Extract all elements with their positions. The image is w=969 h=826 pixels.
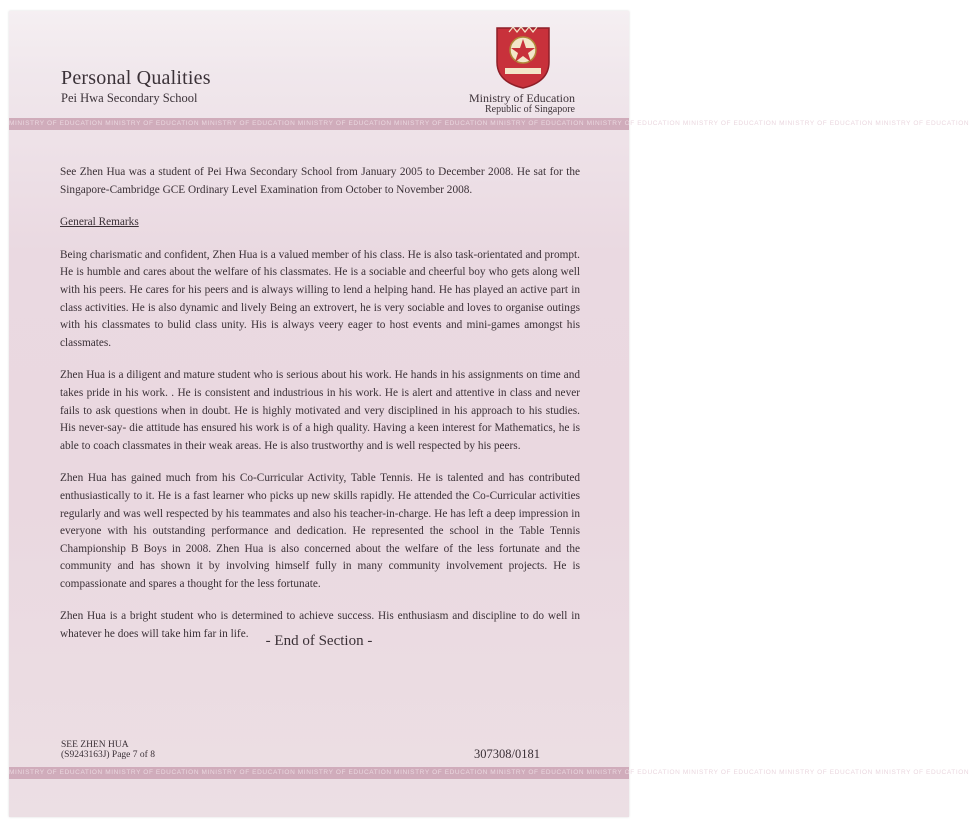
ministry-name: Ministry of Education: [469, 91, 575, 105]
ministry-crest-icon: [493, 24, 553, 90]
remarks-paragraph-4: Zhen Hua is a bright student who is determined to achieve success. His enthusiasm and discipline to do well in whatever he does will take him far in life.: [60, 610, 580, 641]
republic-name: Republic of Singapore: [485, 104, 575, 115]
footer-student: [61, 740, 155, 760]
student-name: SEE ZHEN HUA: [61, 740, 129, 750]
security-band-bottom: MINISTRY OF EDUCATION MINISTRY OF EDUCATION MINISTRY OF EDUCATION MINISTRY OF EDUCATION MINISTRY OF EDUCATION MINISTRY OF EDUCATION MINISTRY OF EDUCATION MINISTRY OF EDUCATION MINISTRY OF EDUCATION MINISTRY OF EDUCATION: [9, 767, 629, 779]
end-of-section: - End of Section -: [265, 633, 373, 649]
school-name: Pei Hwa Secondary School: [61, 91, 198, 105]
document-code: 307308/0181: [474, 747, 540, 761]
student-id-page: (S9243163J) Page 7 of 8: [61, 750, 155, 760]
certificate-page: [9, 11, 969, 817]
section-heading: General Remarks: [60, 216, 139, 229]
security-band-top: MINISTRY OF EDUCATION MINISTRY OF EDUCATION MINISTRY OF EDUCATION MINISTRY OF EDUCATION MINISTRY OF EDUCATION MINISTRY OF EDUCATION MINISTRY OF EDUCATION MINISTRY OF EDUCATION MINISTRY OF EDUCATION MINISTRY OF EDUCATION: [9, 118, 629, 130]
document-body: [60, 164, 580, 659]
remarks-paragraph-1: Being charismatic and confident, Zhen Hua is a valued member of his class. He is also task-orientated and prompt. He is humble and cares about the welfare of his classmates. He is a sociable and cheerful boy who gets along well with his peers. He cares for his peers and is always willing to lend a helping hand. He has played an active part in class activities. He is also dynamic and lively Being an extrovert, he is very sociable and loves to organise outings with his classmates to bulid class unity. His is always veery eager to host events and mini-games amongst his classmates.: [60, 248, 580, 349]
ministry-block: [469, 92, 575, 116]
intro-paragraph: See Zhen Hua was a student of Pei Hwa Secondary School from January 2005 to December 2008. He sat for the Singapore-Cambridge GCE Ordinary Level Examination from October to November 2008.: [60, 166, 580, 196]
remarks-paragraph-2: Zhen Hua is a diligent and mature student who is serious about his work. He hands in his assignments on time and takes pride in his work. . He is consistent and industrious in his work. He is alert and attentive in class and never fails to ask questions when in doubt. He is highly motivated and very disciplined in his approach to his studies. His never-say- die attitude has ensured his work is of a high quality. Having a keen interest for Mathematics, he is able to coach classmates in their weak areas. He is also trustworthy and is well respected by his peers.: [60, 369, 580, 452]
page-title: Personal Qualities: [61, 67, 211, 89]
remarks-paragraph-3: Zhen Hua has gained much from his Co-Curricular Activity, Table Tennis. He is talented and has contributed enthusiastically to it. He is a fast learner who picks up new skills rapidly. He attended the Co-Curricular activities regularly and was well respected by his teammates and also his teacher-in-charge. He has left a deep impression in everyone with his outstanding performance and dedication. He represented the school in the Table Tennis Championship B Boys in 2008. Zhen Hua is also concerned about the welfare of the less fortunate and the community and has shown it by involving himself fully in many community involvement projects. He is compassionate and spares a thought for the less fortunate.: [60, 472, 580, 590]
